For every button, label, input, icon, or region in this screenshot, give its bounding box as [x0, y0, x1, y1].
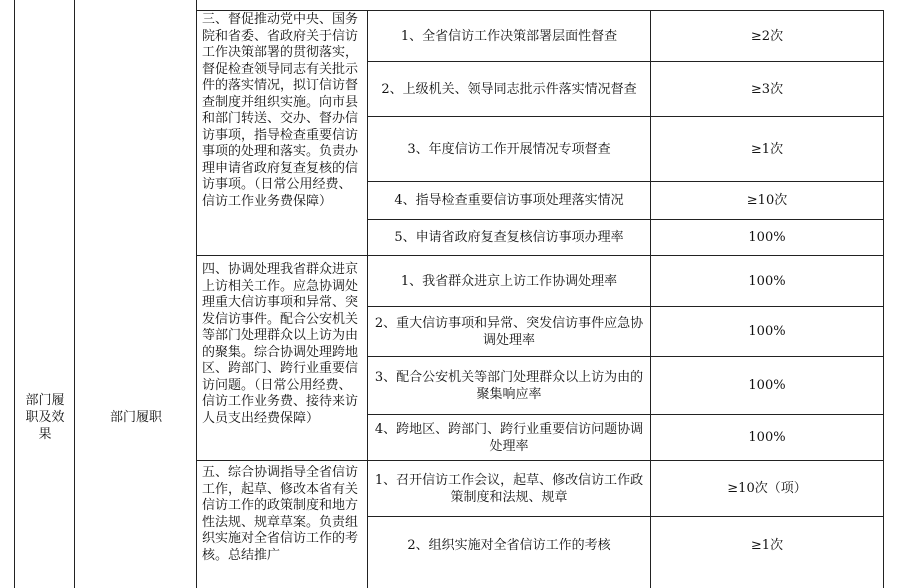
table-cell-value: 100% — [748, 324, 786, 339]
table-cell-indicator: 3、配合公安机关等部门处理群众以上访为由的聚集响应率 — [374, 369, 644, 402]
table-cell-indicator: 2、组织实施对全省信访工作的考核 — [407, 537, 611, 553]
table-cell-indicator: 5、申请省政府复查复核信访事项办理率 — [394, 230, 624, 245]
table-cell-indicator: 2、重大信访事项和异常、突发信访事件应急协调处理率 — [374, 315, 644, 348]
table-cell-value: 100% — [748, 378, 786, 393]
table-cell-value: ≥1次 — [750, 537, 784, 553]
table-cell-indicator: 1、召开信访工作会议，起草、修改信访工作政策制度和法规、规章 — [374, 472, 644, 505]
table-cell-indicator: 1、我省群众进京上访工作协调处理率 — [400, 273, 618, 289]
table-divider-col3 — [367, 10, 368, 588]
table-cell-value: 100% — [748, 273, 786, 289]
duty-cell: 四、协调处理我省群众进京上访相关工作。应急协调处理重大信访事项和异常、突发信访事件。配合公安机关等部门处理群众以上访为由的聚集。综合协调处理跨地区、跨部门、跨行业重要信访问题。（日常公用经费、信访工作业务费、接待来访人员支出经费保障） — [202, 262, 359, 426]
table-cell-value: ≥10次 — [746, 193, 788, 208]
table-border-right — [883, 10, 884, 588]
table-divider-col1 — [74, 0, 75, 588]
table-cell-value: ≥1次 — [750, 141, 784, 157]
table-cell-indicator: 1、全省信访工作决策部署层面性督查 — [400, 28, 618, 44]
table-cell-indicator: 4、跨地区、跨部门、跨行业重要信访问题协调处理率 — [374, 421, 644, 454]
table-cell-indicator: 2、上级机关、领导同志批示件落实情况督查 — [381, 81, 637, 97]
duty-cell: 三、督促推动党中央、国务院和省委、省政府关于信访工作决策部署的贯彻落实，督促检查领导同志有关批示件的落实情况，拟订信访督查制度并组织实施。向市县和部门转送、交办、督办信访事项，指导检查重要信访事项的处理和落实。负责办理申请省政府复查复核的信访事项。（日常公用经费、信访工作业务费保障） — [202, 12, 359, 209]
table-cell-value: ≥2次 — [750, 28, 784, 44]
table-border-left — [14, 0, 15, 588]
table-cell-value: ≥10次（项） — [727, 481, 807, 496]
level1-indicator-label: 部门履职及效果 — [25, 393, 65, 442]
table-cell-value: 100% — [748, 230, 786, 245]
table-cell-indicator: 3、年度信访工作开展情况专项督查 — [407, 141, 611, 157]
table-divider-col2 — [196, 0, 197, 588]
table-cell-indicator: 4、指导检查重要信访事项处理落实情况 — [394, 193, 624, 208]
duty-cell: 五、综合协调指导全省信访工作，起草、修改本省有关信访工作的政策制度和地方性法规、规章草案。负责组织实施对全省信访工作的考核。总结推广 — [202, 465, 359, 563]
table-cell-value: ≥3次 — [750, 81, 784, 97]
table-cell-value: 100% — [748, 430, 786, 445]
level2-indicator-label: 部门履职 — [109, 410, 162, 425]
